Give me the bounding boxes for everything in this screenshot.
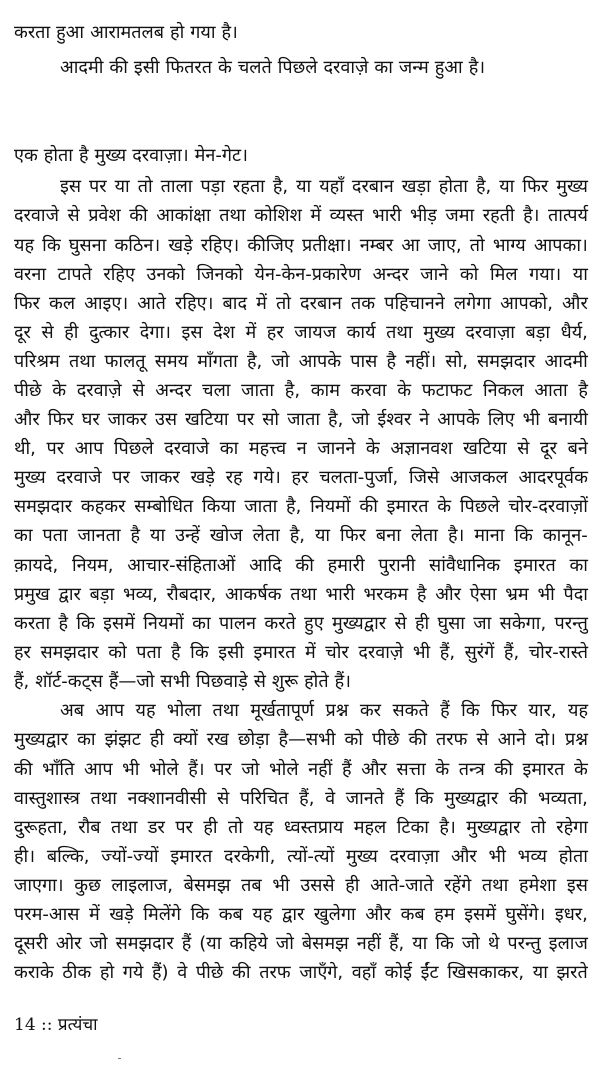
text-line: क़ायदे, नियम, आचार-संहिताओं आदि की हमारी पुरानी सांवैधानिक इमारत का: [14, 555, 588, 576]
text-line: वरना टापते रहिए उनको जिनको येन-केन-प्रकारेण अन्दर जाने को मिल गया। या: [14, 264, 588, 285]
text-line: ही। बल्कि, ज्यों-ज्यों इमारत दरकेगी, त्यों-त्यों मुख्य दरवाज़ा और भी भव्य होता: [14, 846, 588, 867]
text-line: हर समझदार को पता है कि इसी इमारत में चोर दरवाज़े भी हैं, सुरंगें हैं, चोर-रास्ते: [14, 642, 588, 663]
text-line: मुख्यद्वार का झंझट ही क्यों रख छोड़ा है—सभी को पीछे की तरफ से आने दो। प्रश्न: [14, 729, 588, 750]
text-line: इस पर या तो ताला पड़ा रहता है, या यहाँ दरबान खड़ा होता है, या फिर मुख्य: [60, 176, 588, 197]
text-line: फिर कल आइए। आते रहिए। बाद में तो दरबान तक पहिचानने लगेगा आपको, और: [14, 293, 588, 314]
text-line: हैं, शॉर्ट-कट्स हैं—जो सभी पिछवाड़े से शुरू होते हैं।: [14, 671, 351, 692]
text-line: यह कि घुसना कठिन। खड़े रहिए। कीजिए प्रतीक्षा। नम्बर आ जाए, तो भाग्य आपका।: [14, 235, 588, 256]
text-line: अब आप यह भोला तथा मूर्खतापूर्ण प्रश्न कर सकते हैं कि फिर यार, यह: [60, 700, 588, 721]
text-line: करता है कि इसमें नियमों का पालन करते हुए मुख्यद्वार से ही घुसा जा सकेगा, परन्तु: [14, 613, 588, 634]
text-line: वास्तुशास्त्र तथा नक्शानवीसी से परिचित हैं, वे जानते हैं कि मुख्यद्वार की भव्यता,: [14, 788, 588, 809]
text-line: समझदार कहकर सम्बोधित किया जाता है, नियमों की इमारत के पिछले चोर-दरवाज़ों: [14, 496, 588, 517]
text-line: का पता जानता है या उन्हें खोज लेता है, या फिर बना लेता है। माना कि कानून-: [14, 525, 588, 546]
text-line: आदमी की इसी फितरत के चलते पिछले दरवाज़े का जन्म हुआ है।: [60, 57, 486, 78]
page-footer: 14 :: प्रत्यंचा: [14, 1015, 98, 1035]
text-line: दरवाजे से प्रवेश की आकांक्षा तथा कोशिश में व्यस्त भारी भीड़ जमा रहती है। तात्पर्य: [14, 205, 588, 226]
text-line: और फिर घर जाकर उस खटिया पर सो जाता है, जो ईश्वर ने आपके लिए भी बनायी: [14, 409, 588, 430]
text-line: प्रमुख द्वार बड़ा भव्य, रौबदार, आकर्षक तथा भारी भरकम है और ऐसा भ्रम भी पैदा: [14, 584, 588, 605]
text-line: की भाँति आप भी भोले हैं। पर जो भोले नहीं हैं और सत्ता के तन्त्र की इमारत के: [14, 759, 588, 780]
text-line: पीछे के दरवाज़े से अन्दर चला जाता है, काम करवा के फटाफट निकल आता है: [14, 380, 588, 401]
text-line: एक होता है मुख्य दरवाज़ा। मेन-गेट।: [14, 145, 248, 166]
text-line: मुख्य दरवाजे पर जाकर खड़े रह गये। हर चलता-पुर्जा, जिसे आजकल आदरपूर्वक: [14, 467, 588, 488]
text-line: परम-आस में खड़े मिलेंगे कि कब यह द्वार खुलेगा और कब हम इसमें घुसेंगे। इधर,: [14, 904, 588, 925]
text-line: करता हुआ आरामतलब हो गया है।: [14, 22, 238, 43]
text-line: कराके ठीक हो गये हैं) वे पीछे की तरफ जाएँगे, वहाँ कोई ईंट खिसकाकर, या झरते: [14, 962, 588, 983]
text-line: थी, पर आप पिछले दरवाजे का महत्त्व न जानने के अज्ञानवश खटिया से दूर बने: [14, 438, 588, 459]
text-line: परिश्रम तथा फालतू समय माँगता है, जो आपके पास है नहीं। सो, समझदार आदमी: [14, 351, 588, 372]
text-line: दुरूहता, रौब तथा डर पर ही तो यह ध्वस्तप्राय महल टिका है। मुख्यद्वार तो रहेगा: [14, 817, 588, 838]
page-speck: [118, 1058, 121, 1059]
text-line: दूसरी ओर जो समझदार हैं (या कहिये जो बेसमझ नहीं हैं, या कि जो थे परन्तु इलाज: [14, 933, 588, 954]
text-line: जाएगा। कुछ लाइलाज, बेसमझ तब भी उससे ही आते-जाते रहेंगे तथा हमेशा इस: [14, 875, 588, 896]
text-line: दूर से ही दुत्कार देगा। इस देश में हर जायज कार्य तथा मुख्य दरवाज़ा बड़ा धैर्य,: [14, 322, 588, 343]
